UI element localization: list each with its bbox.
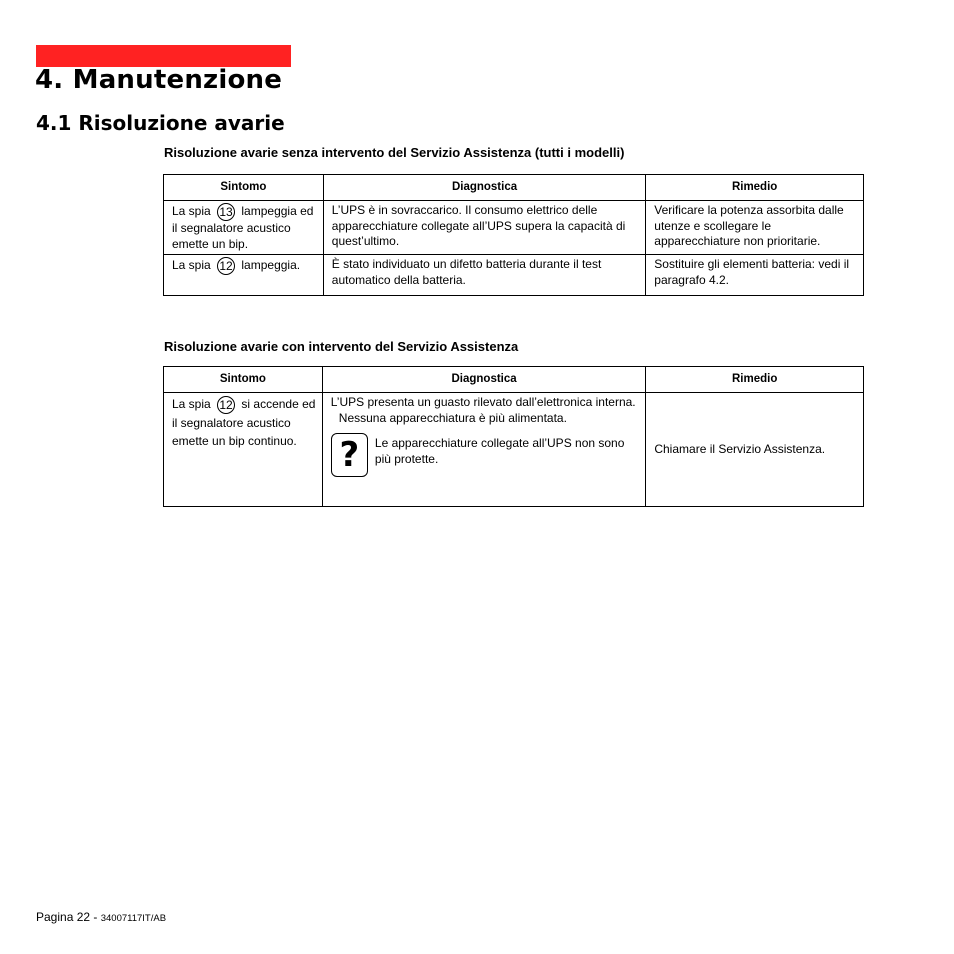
page-number: Pagina 22 -	[36, 910, 98, 924]
header-rimedio: Rimedio	[646, 367, 864, 393]
document-code: 34007117IT/AB	[100, 913, 167, 924]
troubleshooting-table-2	[163, 366, 864, 507]
remedy-cell: Verificare la potenza assorbita dalle utenze e scollegare le apparecchiature non prioritarie.	[646, 201, 864, 255]
section-title: 4.1 Risoluzione avarie	[36, 111, 285, 135]
remedy-cell: Sostituire gli elementi batteria: vedi il paragrafo 4.2.	[646, 255, 864, 296]
symptom-cell	[164, 201, 324, 255]
header-diagnostica: Diagnostica	[323, 175, 645, 201]
warning-note	[331, 433, 640, 477]
diagnosis-cell: L’UPS è in sovraccarico. Il consumo elettrico delle apparecchiature collegate all’UPS supera la capacità di quest’ultimo.	[323, 201, 645, 255]
warning-note-text: Le apparecchiature collegate all’UPS non sono più protette.	[374, 436, 625, 466]
table-row	[164, 255, 864, 296]
diagnosis-line-2: Nessuna apparecchiatura è più alimentata.	[338, 410, 567, 425]
table2-caption: Risoluzione avarie con intervento del Servizio Assistenza	[164, 339, 519, 354]
question-icon: ?	[331, 433, 368, 477]
page-title: 4. Manutenzione	[35, 65, 283, 95]
diagnosis-cell: È stato individuato un difetto batteria durante il test automatico della batteria.	[323, 255, 645, 296]
symptom-text: si accende ed il segnalatore acustico emette un bip continuo.	[172, 397, 316, 448]
header-sintomo: Sintomo	[164, 367, 323, 393]
symptom-text: lampeggia.	[241, 258, 301, 273]
indicator-number-badge: 13	[217, 203, 235, 221]
symptom-prefix: La spia	[172, 258, 211, 273]
table-header-row	[164, 175, 864, 201]
symptom-cell	[164, 393, 323, 507]
table-header-row	[164, 367, 864, 393]
troubleshooting-table-1	[163, 174, 864, 296]
table-row	[164, 393, 864, 507]
symptom-prefix: La spia	[172, 204, 211, 219]
page-footer	[36, 910, 166, 924]
symptom-cell	[164, 255, 324, 296]
header-sintomo: Sintomo	[164, 175, 324, 201]
indicator-number-badge: 12	[217, 257, 235, 275]
diagnosis-line-1: L’UPS presenta un guasto rilevato dall’elettronica interna.	[330, 395, 636, 409]
header-rimedio: Rimedio	[646, 175, 864, 201]
table-row	[164, 201, 864, 255]
remedy-cell: Chiamare il Servizio Assistenza.	[646, 393, 864, 507]
symptom-prefix: La spia	[172, 397, 211, 411]
table1-caption: Risoluzione avarie senza intervento del Servizio Assistenza (tutti i modelli)	[164, 145, 625, 160]
symptom-text: lampeggia ed il segnalatore acustico emette un bip.	[172, 204, 314, 251]
header-diagnostica: Diagnostica	[322, 367, 646, 393]
diagnosis-cell	[322, 393, 646, 507]
indicator-number-badge: 12	[217, 396, 235, 414]
